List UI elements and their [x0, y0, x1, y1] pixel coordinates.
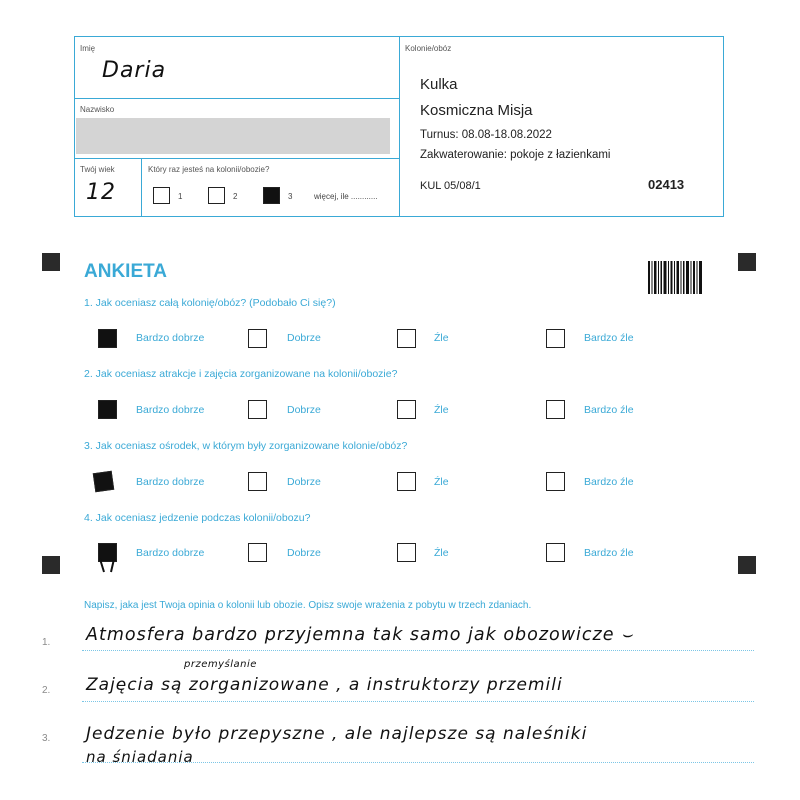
q3-label-very-good: Bardzo dobrze	[136, 476, 205, 488]
camp-name: Kulka	[420, 76, 458, 93]
q3-option-very-good[interactable]	[93, 471, 114, 492]
form-divider-age	[141, 158, 142, 217]
q3-option-bad[interactable]	[397, 472, 416, 491]
times-checkbox-1[interactable]	[153, 187, 170, 204]
opinion-line-2	[82, 701, 754, 702]
q1-option-bad[interactable]	[397, 329, 416, 348]
q4-label-good: Dobrze	[287, 547, 321, 559]
form-divider-name	[74, 98, 399, 99]
q1-label-very-good: Bardzo dobrze	[136, 332, 205, 344]
q3-option-good[interactable]	[248, 472, 267, 491]
form-divider-vertical	[399, 36, 400, 217]
age-label: Twój wiek	[80, 165, 115, 174]
q1-option-good[interactable]	[248, 329, 267, 348]
question-1: 1. Jak oceniasz całą kolonię/obóz? (Podobało Ci się?)	[84, 297, 336, 309]
registration-mark-bottom-right	[738, 556, 756, 574]
name-value[interactable]: Daria	[102, 58, 167, 83]
q2-label-good: Dobrze	[287, 404, 321, 416]
q3-option-very-bad[interactable]	[546, 472, 565, 491]
q1-label-good: Dobrze	[287, 332, 321, 344]
surname-label: Nazwisko	[80, 105, 115, 114]
question-3: 3. Jak oceniasz ośrodek, w którym były zorganizowane kolonie/obóz?	[84, 440, 408, 452]
opinion-line-3	[82, 762, 754, 763]
q2-label-very-good: Bardzo dobrze	[136, 404, 205, 416]
registration-mark-bottom-left	[42, 556, 60, 574]
q1-option-very-good[interactable]	[98, 329, 117, 348]
name-label: Imię	[80, 44, 96, 53]
barcode-icon	[648, 261, 702, 294]
registration-mark-top-right	[738, 253, 756, 271]
camp-code: KUL 05/08/1	[420, 180, 481, 192]
form-number: 02413	[648, 177, 685, 192]
q4-option-very-bad[interactable]	[546, 543, 565, 562]
opinion-sentence-3[interactable]: Jedzenie było przepyszne , ale najlepsze są naleśniki	[86, 724, 588, 744]
survey-title: ANKIETA	[84, 261, 168, 282]
accommodation: Zakwaterowanie: pokoje z łazienkami	[420, 149, 611, 161]
opinion-line-number-3: 3.	[42, 733, 51, 744]
q4-label-very-good: Bardzo dobrze	[136, 547, 205, 559]
q2-label-bad: Źle	[434, 404, 449, 416]
q1-option-very-bad[interactable]	[546, 329, 565, 348]
times-checkbox-3[interactable]	[263, 187, 280, 204]
opinion-sentence-2[interactable]: Zajęcia są zorganizowane , a instruktorzy przemili	[86, 675, 563, 695]
q2-label-very-bad: Bardzo źle	[584, 404, 634, 416]
q4-label-very-bad: Bardzo źle	[584, 547, 634, 559]
q2-option-bad[interactable]	[397, 400, 416, 419]
opinion-instruction: Napisz, jaka jest Twoja opinia o kolonii lub obozie. Opisz swoje wrażenia z pobytu w trzech zdaniach.	[84, 600, 532, 611]
times-option-2: 2	[233, 192, 238, 201]
form-divider-surname	[74, 158, 399, 159]
opinion-correction: przemyślanie	[184, 659, 257, 670]
q4-checkmark-icon	[96, 558, 120, 574]
q4-label-bad: Źle	[434, 547, 449, 559]
times-checkbox-2[interactable]	[208, 187, 225, 204]
q3-label-bad: Źle	[434, 476, 449, 488]
age-value[interactable]: 12	[86, 180, 116, 205]
opinion-sentence-1[interactable]: Atmosfera bardzo przyjemna tak samo jak obozowicze ⌣	[86, 625, 634, 645]
camp-label: Kolonie/obóz	[405, 44, 452, 53]
q2-option-very-bad[interactable]	[546, 400, 565, 419]
times-more-label: więcej, ile ............	[314, 192, 378, 201]
turnus-dates: Turnus: 08.08-18.08.2022	[420, 129, 552, 141]
q4-option-good[interactable]	[248, 543, 267, 562]
q2-option-good[interactable]	[248, 400, 267, 419]
camp-program: Kosmiczna Misja	[420, 102, 533, 119]
times-label: Który raz jesteś na kolonii/obozie?	[148, 165, 270, 174]
q3-label-very-bad: Bardzo źle	[584, 476, 634, 488]
opinion-line-1	[82, 650, 754, 651]
times-option-3: 3	[288, 192, 293, 201]
opinion-line-number-2: 2.	[42, 685, 51, 696]
q1-label-very-bad: Bardzo źle	[584, 332, 634, 344]
q1-label-bad: Źle	[434, 332, 449, 344]
opinion-line-number-1: 1.	[42, 637, 51, 648]
surname-redacted-field	[76, 118, 390, 154]
times-option-1: 1	[178, 192, 183, 201]
opinion-sentence-3-continued[interactable]: na śniadania	[86, 748, 194, 766]
question-2: 2. Jak oceniasz atrakcje i zajęcia zorganizowane na kolonii/obozie?	[84, 368, 398, 380]
question-4: 4. Jak oceniasz jedzenie podczas kolonii/obozu?	[84, 512, 311, 524]
q2-option-very-good[interactable]	[98, 400, 117, 419]
q4-option-bad[interactable]	[397, 543, 416, 562]
q3-label-good: Dobrze	[287, 476, 321, 488]
registration-mark-top-left	[42, 253, 60, 271]
